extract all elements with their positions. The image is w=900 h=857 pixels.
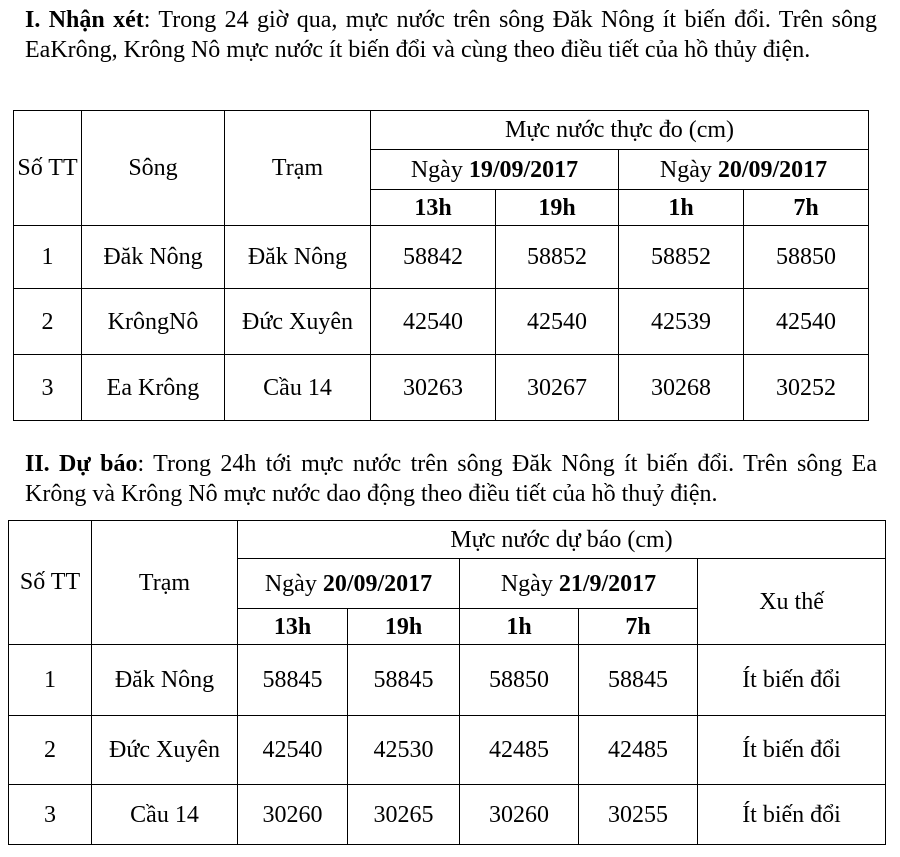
cell-stt: 3 bbox=[9, 785, 92, 845]
cell-value: 42485 bbox=[579, 716, 698, 785]
cell-station: Đức Xuyên bbox=[225, 289, 371, 355]
cell-value: 58845 bbox=[238, 645, 348, 716]
header-day-2: Ngày 21/9/2017 bbox=[460, 559, 698, 609]
cell-station: Đăk Nông bbox=[92, 645, 238, 716]
header-hour: 13h bbox=[238, 609, 348, 645]
header-hour: 13h bbox=[371, 190, 496, 226]
header-station: Trạm bbox=[225, 111, 371, 226]
cell-station: Cầu 14 bbox=[225, 355, 371, 421]
table-row bbox=[14, 226, 869, 289]
cell-value: 30267 bbox=[496, 355, 619, 421]
cell-station: Cầu 14 bbox=[92, 785, 238, 845]
cell-value: 42540 bbox=[744, 289, 869, 355]
observation-paragraph bbox=[25, 5, 877, 65]
cell-stt: 1 bbox=[14, 226, 82, 289]
cell-trend: Ít biến đổi bbox=[698, 716, 886, 785]
forecast-heading: II. Dự báo bbox=[25, 451, 138, 477]
header-hour: 1h bbox=[460, 609, 579, 645]
cell-station: Đăk Nông bbox=[225, 226, 371, 289]
cell-value: 58850 bbox=[460, 645, 579, 716]
table-row bbox=[9, 716, 886, 785]
header-hour: 1h bbox=[619, 190, 744, 226]
table-row bbox=[9, 645, 886, 716]
observation-text: : Trong 24 giờ qua, mực nước trên sông Đăk Nông ít biến đổi. Trên sông EaKrông, Krông Nô mực nước ít biến đổi và cùng theo điều tiết của hồ thủy điện. bbox=[25, 7, 877, 63]
cell-value: 42540 bbox=[496, 289, 619, 355]
header-day-2: Ngày 20/09/2017 bbox=[619, 150, 869, 190]
cell-value: 58852 bbox=[619, 226, 744, 289]
header-day-1: Ngày 20/09/2017 bbox=[238, 559, 460, 609]
header-river: Sông bbox=[82, 111, 225, 226]
cell-stt: 1 bbox=[9, 645, 92, 716]
forecast-paragraph bbox=[25, 449, 877, 509]
header-measured-group: Mực nước thực đo (cm) bbox=[371, 111, 869, 150]
header-hour: 7h bbox=[579, 609, 698, 645]
forecast-water-level-table bbox=[8, 520, 886, 845]
cell-stt: 3 bbox=[14, 355, 82, 421]
header-forecast-group: Mực nước dự báo (cm) bbox=[238, 521, 886, 559]
cell-value: 30263 bbox=[371, 355, 496, 421]
table-row bbox=[14, 355, 869, 421]
cell-station: Đức Xuyên bbox=[92, 716, 238, 785]
cell-trend: Ít biến đổi bbox=[698, 645, 886, 716]
cell-value: 30252 bbox=[744, 355, 869, 421]
observation-heading: I. Nhận xét bbox=[25, 7, 144, 33]
cell-value: 42485 bbox=[460, 716, 579, 785]
measured-water-level-table bbox=[13, 110, 869, 421]
cell-value: 58850 bbox=[744, 226, 869, 289]
cell-value: 30260 bbox=[460, 785, 579, 845]
cell-value: 30268 bbox=[619, 355, 744, 421]
cell-value: 42539 bbox=[619, 289, 744, 355]
header-stt: Số TT bbox=[14, 111, 82, 226]
cell-value: 42540 bbox=[371, 289, 496, 355]
header-hour: 19h bbox=[348, 609, 460, 645]
header-station: Trạm bbox=[92, 521, 238, 645]
cell-stt: 2 bbox=[9, 716, 92, 785]
cell-value: 30260 bbox=[238, 785, 348, 845]
cell-value: 58845 bbox=[579, 645, 698, 716]
cell-value: 58852 bbox=[496, 226, 619, 289]
forecast-text: : Trong 24h tới mực nước trên sông Đăk Nông ít biến đổi. Trên sông Ea Krông và Krông Nô mực nước dao động theo điều tiết của hồ thuỷ điện. bbox=[25, 451, 877, 507]
cell-river: Đăk Nông bbox=[82, 226, 225, 289]
header-stt: Số TT bbox=[9, 521, 92, 645]
table-row bbox=[14, 289, 869, 355]
header-day-1: Ngày 19/09/2017 bbox=[371, 150, 619, 190]
cell-value: 30265 bbox=[348, 785, 460, 845]
cell-value: 42540 bbox=[238, 716, 348, 785]
cell-value: 58845 bbox=[348, 645, 460, 716]
cell-trend: Ít biến đổi bbox=[698, 785, 886, 845]
cell-value: 58842 bbox=[371, 226, 496, 289]
cell-value: 42530 bbox=[348, 716, 460, 785]
header-hour: 19h bbox=[496, 190, 619, 226]
table-row bbox=[9, 785, 886, 845]
cell-stt: 2 bbox=[14, 289, 82, 355]
header-trend: Xu thế bbox=[698, 559, 886, 645]
cell-river: Ea Krông bbox=[82, 355, 225, 421]
cell-value: 30255 bbox=[579, 785, 698, 845]
cell-river: KrôngNô bbox=[82, 289, 225, 355]
header-hour: 7h bbox=[744, 190, 869, 226]
